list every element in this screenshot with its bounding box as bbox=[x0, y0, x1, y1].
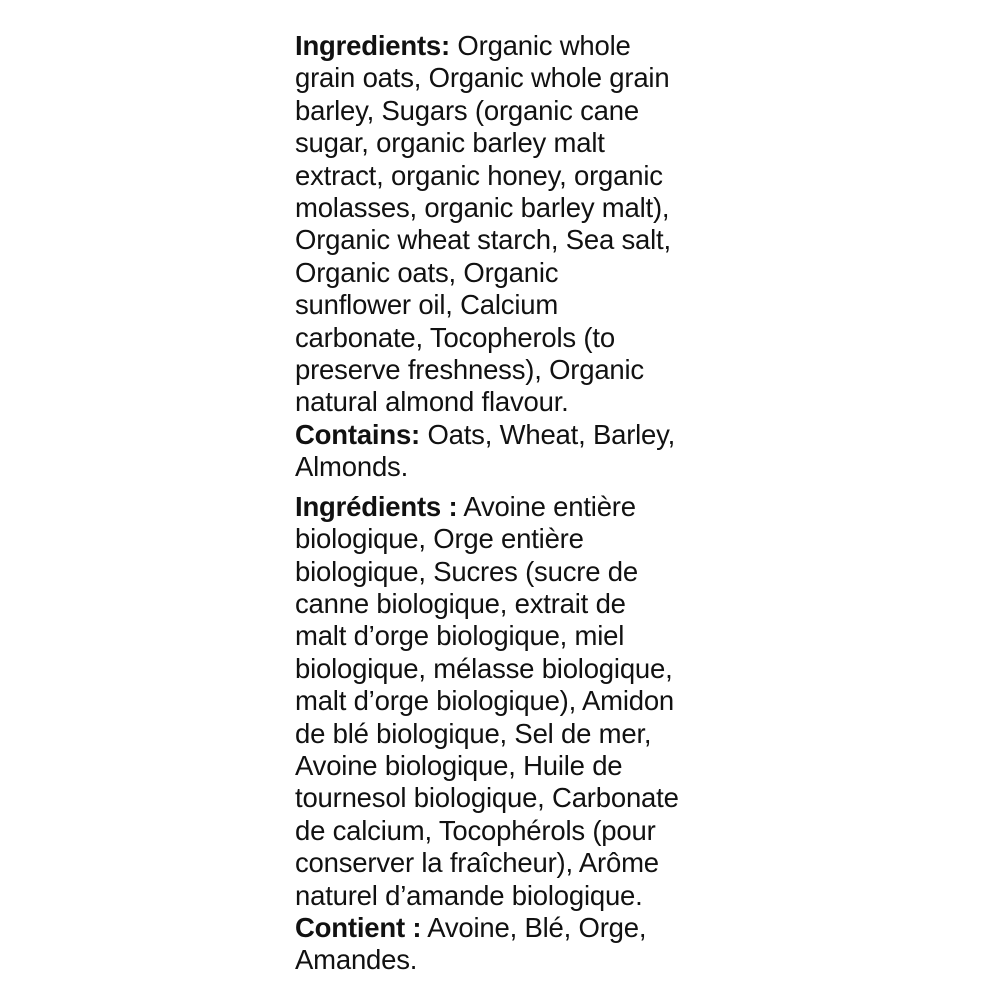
french-ingredients-text: Avoine entière bbox=[457, 490, 636, 522]
french-ingredients-heading: Ingrédients : bbox=[295, 490, 458, 522]
ingredient-label-panel bbox=[295, 30, 725, 977]
english-ingredients-text: Organic oats, Organic bbox=[295, 256, 559, 288]
english-ingredients-line bbox=[295, 30, 725, 62]
french-ingredients-text: biologique, mélasse biologique, bbox=[295, 652, 673, 684]
french-ingredients-text: Avoine biologique, Huile de bbox=[295, 749, 623, 781]
french-ingredients-text: de blé biologique, Sel de mer, bbox=[295, 717, 652, 749]
french-contains-heading: Contient : bbox=[295, 911, 422, 943]
french-ingredients-block bbox=[295, 491, 725, 912]
french-ingredients-text: malt d’orge biologique, miel bbox=[295, 620, 625, 652]
english-ingredients-text: sunflower oil, Calcium bbox=[295, 289, 559, 321]
english-ingredients-text: barley, Sugars (organic cane bbox=[295, 94, 639, 126]
english-ingredients-text: preserve freshness), Organic bbox=[295, 354, 644, 386]
french-contains-text: Amandes. bbox=[295, 944, 418, 976]
english-ingredients-text: Organic whole bbox=[449, 30, 631, 61]
english-ingredients-text: Organic wheat starch, Sea salt, bbox=[295, 224, 671, 256]
english-ingredients-text: molasses, organic barley malt), bbox=[295, 192, 670, 224]
french-contains-block bbox=[295, 912, 725, 977]
english-contains-block bbox=[295, 419, 725, 484]
english-contains-text: Almonds. bbox=[295, 451, 409, 483]
english-contains-line bbox=[295, 419, 725, 451]
french-ingredients-text: biologique, Orge entière bbox=[295, 523, 584, 555]
french-contains-line bbox=[295, 912, 725, 944]
english-ingredients-text: natural almond flavour. bbox=[295, 386, 569, 418]
english-ingredients-block bbox=[295, 30, 725, 419]
french-ingredients-text: de calcium, Tocophérols (pour bbox=[295, 814, 656, 846]
french-contains-text: Avoine, Blé, Orge, bbox=[421, 911, 647, 943]
french-ingredients-line bbox=[295, 491, 725, 523]
english-ingredients-heading: Ingredients: bbox=[295, 30, 450, 61]
english-ingredients-text: carbonate, Tocopherols (to bbox=[295, 321, 615, 353]
french-ingredients-text: tournesol biologique, Carbonate bbox=[295, 782, 679, 814]
french-ingredients-text: naturel d’amande biologique. bbox=[295, 879, 643, 911]
english-contains-heading: Contains: bbox=[295, 418, 420, 450]
french-ingredients-text: biologique, Sucres (sucre de bbox=[295, 555, 638, 587]
english-ingredients-text: extract, organic honey, organic bbox=[295, 159, 663, 191]
french-ingredients-text: conserver la fraîcheur), Arôme bbox=[295, 847, 659, 879]
french-ingredients-text: malt d’orge biologique), Amidon bbox=[295, 685, 675, 717]
english-ingredients-text: sugar, organic barley malt bbox=[295, 127, 605, 159]
english-ingredients-text: grain oats, Organic whole grain bbox=[295, 62, 670, 94]
english-contains-text: Oats, Wheat, Barley, bbox=[420, 418, 676, 450]
french-ingredients-text: canne biologique, extrait de bbox=[295, 587, 626, 619]
